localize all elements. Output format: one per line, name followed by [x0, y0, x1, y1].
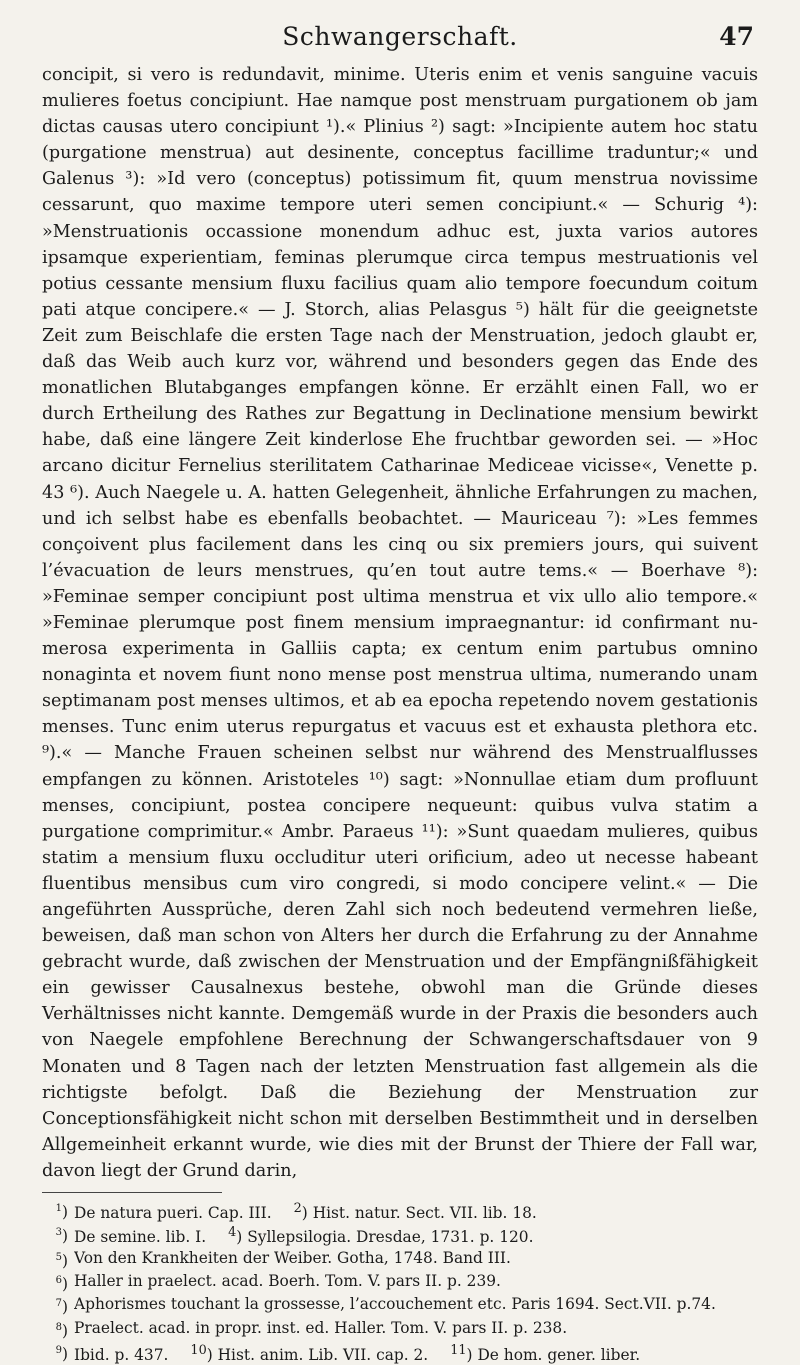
footnote-text: De natura pueri. Cap. III. — [74, 1204, 272, 1223]
footnote-separator — [42, 1192, 222, 1193]
footnote-mark: 6 — [55, 1275, 62, 1287]
page-number: 47 — [719, 22, 754, 51]
footnote-text: Aphorismes touchant la grossesse, l’accouchement etc. Paris 1694. Sect.VII. p.74. — [74, 1295, 716, 1314]
footnote-text: Hist. natur. Sect. VII. lib. 18. — [312, 1204, 537, 1223]
footnote: $^7$) Aphorismes touchant la grossesse, l’accouchement etc. Paris 1694. Sect.VII. p.74. — [42, 1294, 758, 1317]
footnote-mark: 2 — [293, 1201, 302, 1217]
footnote-mark: 1 — [55, 1203, 62, 1215]
footnote: $^5$) Von den Krankheiten der Weiber. Gotha, 1748. Band III. — [42, 1248, 758, 1271]
body-text — [42, 62, 758, 1184]
footnote: $^9$) Ibid. p. 437. $^{10}$) Hist. anim. Lib. VII. cap. 2. $^{11}$) De hom. gener. liber. — [55, 1343, 641, 1365]
footnotes — [42, 1199, 758, 1365]
footnote-mark: 9 — [55, 1345, 62, 1356]
footnote-text: Praelect. acad. in propr. inst. ed. Haller. Tom. V. pars II. p. 238. — [74, 1318, 568, 1337]
footnote: $^6$) Haller in praelect. acad. Boerh. Tom. V. pars II. p. 239. — [42, 1271, 758, 1294]
footnote-mark: 7 — [55, 1298, 62, 1310]
footnote: $^8$) Praelect. acad. in propr. inst. ed. Haller. Tom. V. pars II. p. 238. — [42, 1318, 758, 1341]
footnote-mark: 11 — [450, 1343, 467, 1358]
footnote-text: Ibid. p. 437. — [74, 1346, 169, 1365]
footnote-mark: 8 — [55, 1321, 62, 1333]
paragraph: concipit, si vero is redundavit, minime. Uteris enim et venis sanguine vacuis mulieres foetus concipiunt. Hae namque post menstruam purgationem ob jam dictas causas utero concipiunt ¹).« Plinius ²) sagt: »Incipiente autem hoc statu (purgatione menstrua) aut desinente, conceptus facillime traduntur;« und Galenus ³): »Id vero (conceptus) potissimum fit, quum menstrua novissime cessarunt, quo maxime tempore uteri semen concipiunt.« — Schurig ⁴): »Menstruationis occassione monendum adhuc est, juxta varios autores ipsamque experientiam, feminas plerumque circa tempus mestruationis vel potius cessante mensium fluxu facilius quam alio tempore foecundum coitum pati atque concipere.« — J. Storch, alias Pelasgus ⁵) hält für die geeignetste Zeit zum Beischlafe die ersten Tage nach der Menstruation, jedoch glaubt er, daß das Weib auch kurz vor, während und besonders gegen das Ende des monatlichen Blutabganges empfangen könne. Er erzählt einen Fall, wo er durch Ertheilung des Rathes zur Begattung in Declinatione mensium bewirkt habe, daß eine längere Zeit kinderlose Ehe fruchtbar geworden sei. — »Hoc arcano dicitur Fernelius sterilitatem Catharinae Mediceae vicisse«, Venette p. 43 ⁶). Auch Naegele u. A. hatten Gelegenheit, ähnliche Erfahrungen zu machen, und ich selbst habe es ebenfalls beobachtet. — Mauriceau ⁷): »Les femmes conçoivent plus facilement dans les cinq ou six premiers jours, qui suivent l’évacuation de leurs menstrues, qu’en tout autre tems.« — Boerhave ⁸): »Feminae semper concipiunt post ultima menstrua et vix ullo alio tempore.« »Feminae plerumque post finem mensium impraegnantur: id confirmant numerosa experimenta in Galliis capta; ex centum enim partubus omnino nonaginta et novem fiunt nono mense post menstrua ultima, numerando unam septimanam post menses ultimos, et ab ea epocha repetendo novem gestationis menses. Tunc enim uterus repurgatus et vacuus est et exhausta plethora etc. ⁹).« — Manche Frauen scheinen selbst nur während des Menstrualflusses empfangen zu können. Aristoteles ¹⁰) sagt: »Nonnullae etiam dum profluunt menses, concipiunt, postea concipere nequeunt: quibus vulva statim a purgatione comprimitur.« Ambr. Paraeus ¹¹): »Sunt quaedam mulieres, quibus statim a mensium fluxu occluditur uteri orificium, adeo ut necesse habeant fluentibus mensibus cum viro congredi, si modo concipere velint.« — Die angeführten Aussprüche, deren Zahl sich noch bedeutend vermehren ließe, beweisen, daß man schon von Alters her durch die Erfahrung zu der Annahme gebracht wurde, daß zwischen der Menstruation und der Empfängnißfähigkeit ein gewisser Causalnexus bestehe, obwohl man die Gründe dieses Verhältnisses nicht kannte. Demgemäß wurde in der Praxis die besonders auch von Naegele empfohlene Berechnung der Schwangerschaftsdauer von 9 Monaten und 8 Tagen nach der letzten Menstruation fast allgemein als die richtigste befolgt. Daß die Beziehung der Menstruation zur Conceptionsfähigkeit nicht schon mit derselben Bestimmtheit und in derselben Allgemeinheit erkannt wurde, wie dies mit der Brunst der Thiere der Fall war, davon liegt der Grund darin, — [42, 65, 758, 1181]
running-title: Schwangerschaft. — [282, 22, 518, 51]
footnote-text: De hom. gener. liber. — [477, 1346, 641, 1365]
footnote-mark: 4 — [228, 1225, 237, 1241]
footnote-text: Haller in praelect. acad. Boerh. Tom. V. pars II. p. 239. — [74, 1272, 501, 1291]
footnote-text: Von den Krankheiten der Weiber. Gotha, 1748. Band III. — [74, 1248, 511, 1267]
footnote-mark: 3 — [55, 1227, 62, 1239]
footnote-text: Hist. anim. Lib. VII. cap. 2. — [217, 1346, 429, 1365]
footnote: $^1$) De natura pueri. Cap. III. $^2$) Hist. natur. Sect. VII. lib. 18. — [55, 1201, 537, 1223]
footnote-text: De semine. lib. I. — [74, 1228, 207, 1247]
footnote-mark: 10 — [190, 1343, 207, 1358]
footnote-mark: 5 — [55, 1251, 62, 1263]
footnote: $^3$) De semine. lib. I. $^4$) Syllepsilogia. Dresdae, 1731. p. 120. — [55, 1225, 534, 1247]
page-header — [42, 20, 758, 62]
footnote-text: Syllepsilogia. Dresdae, 1731. p. 120. — [247, 1228, 534, 1247]
